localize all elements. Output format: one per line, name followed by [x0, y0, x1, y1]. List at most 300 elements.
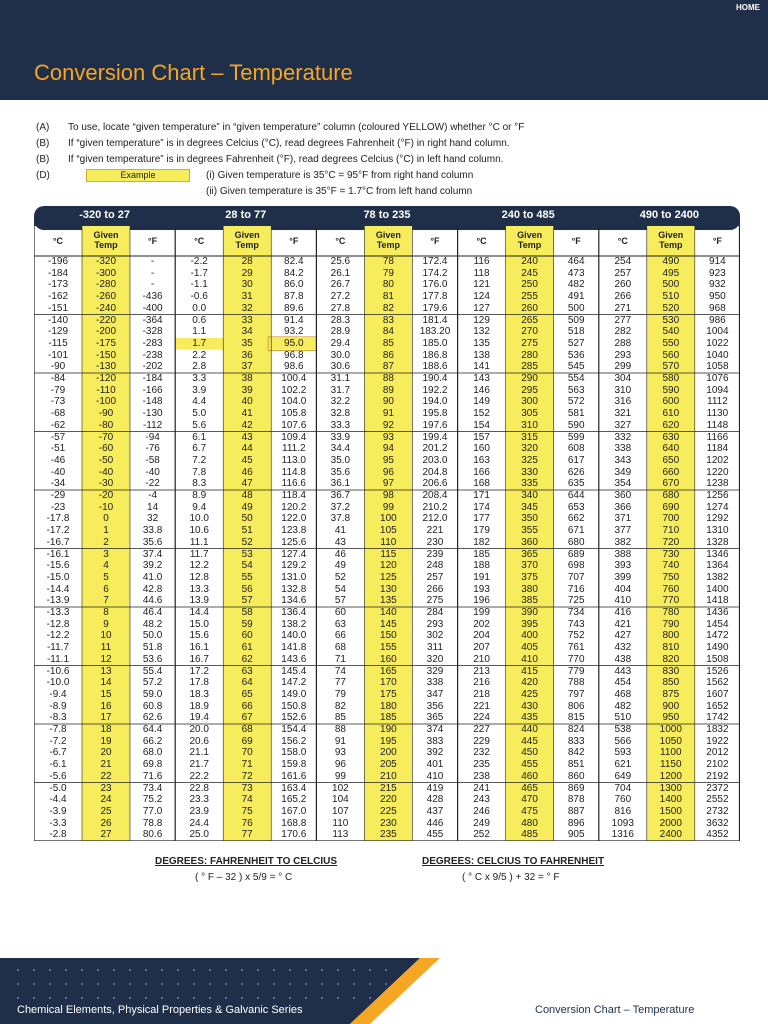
cell-celsius: -12.8 [46, 618, 70, 630]
decor-dot [273, 969, 275, 971]
cell-fahrenheit: 734 [567, 607, 585, 618]
cell-fahrenheit: 320 [426, 653, 444, 665]
cell-given-temp: 160 [380, 653, 397, 665]
cell-fahrenheit: 1148 [706, 419, 729, 431]
group-header: 240 to 485 [501, 209, 555, 221]
cell-given-temp: 390 [521, 607, 538, 618]
cell-celsius: 238 [473, 770, 490, 782]
cell-celsius: 179 [473, 525, 490, 537]
cell-celsius: 25.0 [189, 829, 209, 841]
cell-given-temp: 48 [241, 490, 253, 501]
cell-celsius: 157 [473, 431, 490, 443]
cell-fahrenheit: 136.4 [281, 607, 307, 618]
cell-given-temp: 43 [241, 431, 253, 443]
cell-celsius: 20.6 [189, 735, 209, 747]
cell-fahrenheit: 338 [426, 677, 444, 689]
cell-celsius: 35.6 [330, 466, 351, 478]
cell-given-temp: 58 [241, 607, 253, 618]
cell-celsius: -10.0 [46, 677, 70, 689]
cell-celsius: -16.7 [46, 536, 70, 548]
decor-dot [273, 983, 275, 985]
cell-given-temp: 3 [103, 548, 109, 560]
cell-fahrenheit: 1274 [706, 501, 729, 513]
cell-fahrenheit: - [150, 279, 155, 291]
cell-fahrenheit: 194.0 [422, 396, 448, 408]
page-title: Conversion Chart – Temperature [34, 60, 353, 85]
cell-celsius: 593 [614, 747, 632, 759]
cell-fahrenheit: 374 [426, 724, 444, 735]
cell-fahrenheit: 671 [567, 525, 585, 537]
cell-fahrenheit: 662 [567, 513, 585, 525]
cell-fahrenheit: 127.4 [281, 548, 307, 560]
cell-fahrenheit: 111.2 [282, 443, 306, 455]
decor-dot [177, 983, 179, 985]
cell-given-temp: -150 [95, 349, 116, 361]
cell-fahrenheit: 203.0 [422, 454, 448, 466]
cell-given-temp: 115 [380, 548, 397, 560]
c-to-f-formula: ( ° C x 9/5 ) + 32 = ° F [462, 872, 560, 883]
cell-given-temp: 235 [380, 829, 397, 841]
cell-given-temp: 430 [521, 700, 538, 712]
cell-celsius: 174 [473, 501, 490, 513]
cell-fahrenheit: 183.20 [419, 326, 451, 338]
cell-given-temp: 425 [521, 688, 538, 700]
cell-celsius: 26.1 [330, 267, 351, 279]
cell-given-temp: 250 [521, 279, 538, 291]
cell-given-temp: 520 [662, 302, 680, 314]
cell-fahrenheit: 653 [567, 501, 585, 513]
cell-celsius: 343 [614, 454, 632, 466]
cell-celsius: 96 [334, 759, 346, 771]
cell-celsius: -8.9 [49, 700, 67, 712]
cell-given-temp: 69 [241, 735, 253, 747]
cell-fahrenheit: 617 [567, 454, 585, 466]
cell-fahrenheit: 156.2 [281, 735, 307, 747]
cell-celsius: -5.0 [49, 782, 67, 794]
cell-fahrenheit: 356 [426, 700, 444, 712]
cell-celsius: 566 [614, 735, 632, 747]
cell-celsius: -23 [50, 501, 66, 513]
cell-celsius: 399 [614, 571, 632, 583]
cell-celsius: 37.8 [330, 513, 351, 525]
cell-fahrenheit: 509 [567, 314, 585, 326]
cell-fahrenheit: 107.6 [281, 419, 307, 431]
cell-fahrenheit: 158.0 [281, 747, 307, 759]
cell-celsius: 5.6 [192, 419, 207, 431]
cell-given-temp: -70 [98, 431, 114, 443]
decor-dot [145, 969, 147, 971]
cell-fahrenheit: 82.4 [284, 256, 304, 267]
cell-celsius: 16.1 [189, 642, 209, 654]
decor-dot [113, 983, 115, 985]
col-header-given: Given Temp [93, 230, 119, 250]
cell-fahrenheit: -166 [142, 384, 163, 396]
cell-celsius: 35.0 [330, 454, 351, 466]
cell-fahrenheit: 60.8 [142, 700, 163, 712]
cell-celsius: -140 [47, 314, 68, 326]
cell-celsius: 193 [473, 583, 490, 595]
cell-given-temp: 65 [241, 688, 253, 700]
decor-dot [241, 969, 243, 971]
cell-fahrenheit: 3632 [706, 817, 729, 829]
cell-celsius: 36.1 [330, 478, 351, 490]
cell-celsius: -5.6 [49, 770, 67, 782]
cell-celsius: 468 [614, 688, 632, 700]
cell-given-temp: 40 [241, 396, 253, 408]
cell-celsius: 216 [473, 677, 490, 689]
cell-given-temp: -50 [98, 454, 114, 466]
cell-fahrenheit: 14 [147, 501, 159, 513]
cell-given-temp: 730 [662, 548, 680, 560]
f-to-c-title: DEGREES: FAHRENHEIT TO CELCIUS [155, 856, 338, 867]
cell-fahrenheit: 2372 [706, 782, 729, 794]
cell-given-temp: 1150 [660, 759, 682, 771]
cell-fahrenheit: 365 [426, 712, 444, 724]
cell-given-temp: -300 [95, 267, 116, 279]
cell-celsius: -129 [47, 326, 68, 338]
decor-dot [257, 983, 259, 985]
cell-fahrenheit: 446 [426, 817, 444, 829]
cell-fahrenheit: 1607 [706, 688, 729, 700]
cell-celsius: 24.4 [189, 817, 209, 829]
cell-celsius: 74 [334, 665, 346, 677]
decor-dot [305, 969, 307, 971]
cell-celsius: 185 [473, 548, 490, 560]
cell-celsius: -1.1 [190, 279, 208, 291]
cell-fahrenheit: 77.0 [142, 805, 163, 817]
cell-fahrenheit: 116.6 [281, 478, 306, 490]
cell-given-temp: 30 [241, 279, 253, 291]
cell-fahrenheit: 437 [426, 805, 444, 817]
cell-fahrenheit: 114.8 [281, 466, 306, 478]
cell-fahrenheit: 1364 [706, 560, 729, 572]
cell-celsius: 204 [473, 630, 490, 642]
cell-fahrenheit: 118.4 [281, 490, 306, 501]
cell-fahrenheit: 188.6 [422, 361, 448, 373]
cell-fahrenheit: 177.8 [422, 291, 448, 303]
cell-celsius: -34 [50, 478, 66, 490]
cell-celsius: -184 [47, 267, 68, 279]
cell-celsius: 371 [614, 513, 632, 525]
cell-celsius: 366 [614, 501, 632, 513]
cell-given-temp: 27 [100, 829, 112, 841]
cell-given-temp: 76 [241, 817, 253, 829]
cell-fahrenheit: 179.6 [422, 302, 448, 314]
cell-fahrenheit: 869 [567, 782, 585, 794]
cell-celsius: 704 [614, 782, 632, 794]
cell-celsius: 113 [332, 829, 349, 841]
cell-fahrenheit: 491 [567, 291, 585, 303]
cell-celsius: 410 [614, 595, 632, 607]
decor-dot [257, 969, 259, 971]
cell-celsius: 816 [614, 805, 632, 817]
cell-given-temp: 380 [521, 583, 538, 595]
cell-given-temp: 8 [103, 607, 109, 618]
cell-celsius: -16.1 [46, 548, 70, 560]
col-header-celsius: °C [194, 236, 205, 246]
cell-fahrenheit: 626 [567, 466, 585, 478]
cell-fahrenheit: 1346 [706, 548, 729, 560]
decor-dot [81, 997, 83, 999]
cell-celsius: 32.8 [330, 408, 351, 420]
decor-dot [49, 997, 51, 999]
cell-fahrenheit: 1094 [706, 384, 729, 396]
cell-celsius: 104 [332, 794, 349, 806]
cell-fahrenheit: 599 [567, 431, 585, 443]
cell-celsius: -6.7 [49, 747, 67, 759]
cell-fahrenheit: 932 [709, 279, 726, 291]
cell-given-temp: 550 [662, 337, 680, 349]
cell-celsius: 454 [614, 677, 632, 689]
cell-celsius: 11.7 [189, 548, 209, 560]
cell-fahrenheit: 208.4 [422, 490, 448, 501]
cell-fahrenheit: -94 [145, 431, 160, 443]
cell-celsius: 7.2 [192, 454, 207, 466]
cell-given-temp: 850 [662, 677, 680, 689]
cell-fahrenheit: -76 [145, 443, 160, 455]
decor-dot [161, 969, 163, 971]
cell-fahrenheit: 64.4 [142, 724, 163, 735]
cell-given-temp: 175 [380, 688, 397, 700]
decor-dot [145, 997, 147, 999]
cell-fahrenheit: 159.8 [281, 759, 307, 771]
cell-given-temp: 245 [521, 267, 538, 279]
cell-fahrenheit: 41.0 [142, 571, 163, 583]
cell-fahrenheit: -184 [142, 373, 163, 384]
cell-given-temp: 79 [382, 267, 394, 279]
cell-given-temp: 440 [521, 724, 538, 735]
cell-given-temp: 800 [662, 630, 680, 642]
instruction-text: If “given temperature” is in degrees Celcius (°C), read degrees Fahrenheit (°F) in right hand column. [68, 138, 510, 149]
cell-given-temp: 875 [662, 688, 680, 700]
cell-celsius: 168 [473, 478, 490, 490]
cell-fahrenheit: 1130 [706, 408, 729, 420]
cell-celsius: 354 [614, 478, 632, 490]
cell-celsius: 310 [614, 384, 632, 396]
col-header-fahrenheit: °F [148, 236, 158, 246]
cell-celsius: 760 [614, 794, 632, 806]
decor-dot [129, 983, 131, 985]
cell-fahrenheit: - [150, 267, 155, 279]
cell-fahrenheit: 33.8 [142, 525, 163, 537]
decor-dot [65, 997, 67, 999]
cell-celsius: -29 [50, 490, 66, 501]
cell-fahrenheit: -4 [148, 490, 158, 501]
cell-given-temp: 690 [662, 501, 680, 513]
cell-given-temp: -220 [95, 314, 116, 326]
cell-celsius: -73 [50, 396, 66, 408]
decor-dot [241, 997, 243, 999]
cell-given-temp: 75 [241, 805, 253, 817]
cell-celsius: 33.3 [330, 419, 351, 431]
decor-dot [257, 997, 259, 999]
cell-given-temp: 375 [521, 571, 538, 583]
cell-given-temp: 9 [103, 618, 109, 630]
cell-celsius: 12.2 [189, 560, 209, 572]
cell-fahrenheit: 154.4 [281, 724, 307, 735]
cell-given-temp: 92 [382, 419, 394, 431]
cell-celsius: 510 [614, 712, 632, 724]
cell-given-temp: 215 [380, 782, 397, 794]
cell-given-temp: 94 [382, 443, 394, 455]
cell-celsius: 21.7 [189, 759, 209, 771]
cell-celsius: 8.9 [192, 490, 207, 501]
cell-fahrenheit: 125.6 [281, 536, 307, 548]
cell-fahrenheit: -364 [142, 314, 163, 326]
cell-celsius: 23.9 [189, 805, 209, 817]
cell-given-temp: 97 [382, 478, 394, 490]
cell-celsius: 427 [614, 630, 632, 642]
cell-fahrenheit: 293 [426, 618, 444, 630]
cell-celsius: 0.6 [192, 314, 207, 326]
col-header-celsius: °C [617, 236, 628, 246]
cell-fahrenheit: 122.0 [281, 513, 307, 525]
cell-fahrenheit: 392 [426, 747, 444, 759]
cell-celsius: 143 [473, 373, 490, 384]
cell-fahrenheit: 73.4 [142, 782, 163, 794]
cell-celsius: 224 [473, 712, 490, 724]
cell-given-temp: 290 [521, 373, 538, 384]
cell-given-temp: 1200 [659, 770, 682, 782]
cell-fahrenheit: 2732 [706, 805, 729, 817]
cell-given-temp: 105 [380, 525, 397, 537]
cell-fahrenheit: 46.4 [142, 607, 163, 618]
cell-celsius: 18.3 [189, 688, 209, 700]
cell-fahrenheit: 860 [567, 770, 585, 782]
cell-given-temp: 450 [521, 747, 538, 759]
cell-fahrenheit: 104.0 [281, 396, 307, 408]
example-badge: Example [86, 169, 190, 182]
cell-celsius: -13.9 [46, 595, 70, 607]
cell-celsius: -14.4 [46, 583, 70, 595]
cell-celsius: 8.3 [192, 478, 207, 490]
cell-fahrenheit: -22 [145, 478, 160, 490]
cell-celsius: 77 [334, 677, 346, 689]
col-header-given: Given Temp [658, 230, 684, 250]
cell-given-temp: 41 [241, 408, 253, 420]
cell-given-temp: 350 [521, 513, 538, 525]
cell-celsius: 207 [473, 642, 490, 654]
cell-given-temp: 78 [382, 256, 394, 267]
cell-fahrenheit: 2552 [706, 794, 729, 806]
cell-given-temp: 620 [662, 419, 680, 431]
col-header-fahrenheit: °F [571, 236, 581, 246]
cell-given-temp: 670 [662, 478, 680, 490]
example-line-1: (i) Given temperature is 35°C = 95°F from right hand column [206, 170, 474, 181]
cell-fahrenheit: 199.4 [422, 431, 448, 443]
cell-celsius: 71 [334, 653, 346, 665]
home-link[interactable]: HOME [736, 3, 760, 12]
decor-dot [193, 969, 195, 971]
cell-celsius: 321 [614, 408, 632, 420]
cell-fahrenheit: 131.0 [281, 571, 307, 583]
cell-given-temp: 66 [241, 700, 253, 712]
footer-right-caption: Conversion Chart – Temperature [535, 1004, 695, 1016]
decor-dot [289, 983, 291, 985]
cell-celsius: 17.8 [189, 677, 209, 689]
decor-dot [289, 997, 291, 999]
cell-given-temp: 320 [521, 443, 538, 455]
cell-given-temp: 455 [521, 759, 538, 771]
cell-celsius: 121 [473, 279, 490, 291]
cell-celsius: -6.1 [49, 759, 67, 771]
cell-given-temp: 570 [662, 361, 680, 373]
cell-fahrenheit: 311 [427, 642, 443, 654]
cell-celsius: -90 [50, 361, 66, 373]
cell-celsius: -84 [50, 373, 66, 384]
cell-fahrenheit: 1472 [706, 630, 729, 642]
cell-fahrenheit: 590 [567, 419, 585, 431]
cell-fahrenheit: 788 [567, 677, 585, 689]
cell-celsius: 63 [334, 618, 346, 630]
cell-fahrenheit: 518 [567, 326, 585, 338]
cell-fahrenheit: -112 [142, 419, 163, 431]
cell-fahrenheit: 554 [567, 373, 585, 384]
cell-celsius: -10.6 [46, 665, 70, 677]
cell-fahrenheit: 410 [426, 770, 444, 782]
cell-fahrenheit: 163.4 [281, 782, 307, 794]
cell-celsius: 37.2 [330, 501, 351, 513]
cell-given-temp: 420 [521, 677, 538, 689]
cell-fahrenheit: 98.6 [284, 361, 304, 373]
cell-given-temp: 700 [662, 513, 680, 525]
cell-celsius: 30.0 [330, 349, 351, 361]
cell-celsius: 27.2 [330, 291, 351, 303]
cell-celsius: 138 [473, 349, 490, 361]
cell-fahrenheit: 53.6 [142, 653, 163, 665]
cell-given-temp: 74 [241, 794, 253, 806]
cell-fahrenheit: -148 [142, 396, 163, 408]
cell-fahrenheit: 896 [567, 817, 585, 829]
cell-fahrenheit: 500 [567, 302, 585, 314]
cell-fahrenheit: 950 [709, 291, 726, 303]
cell-celsius: -13.3 [46, 607, 70, 618]
cell-given-temp: 19 [100, 735, 112, 747]
decor-dot [65, 983, 67, 985]
cell-fahrenheit: 482 [567, 279, 585, 291]
decor-dot [81, 983, 83, 985]
cell-celsius: -8.3 [49, 712, 67, 724]
cell-celsius: -0.6 [190, 291, 208, 303]
cell-fahrenheit: 797 [567, 688, 585, 700]
cell-given-temp: 38 [241, 373, 253, 384]
cell-fahrenheit: 707 [567, 571, 585, 583]
cell-fahrenheit: 275 [426, 595, 444, 607]
group-header: 28 to 77 [225, 209, 267, 221]
decor-dot [113, 997, 115, 999]
cell-fahrenheit: 428 [426, 794, 444, 806]
cell-celsius: -2.8 [49, 829, 67, 841]
cell-celsius: -62 [50, 419, 66, 431]
cell-fahrenheit: -58 [145, 454, 160, 466]
cell-celsius: 154 [473, 419, 490, 431]
cell-given-temp: 1300 [659, 782, 682, 794]
cell-given-temp: 64 [241, 677, 253, 689]
cell-given-temp: 190 [380, 724, 397, 735]
cell-given-temp: 29 [241, 267, 253, 279]
decor-dot [209, 983, 211, 985]
cell-given-temp: -10 [98, 501, 114, 513]
instruction-text: If “given temperature” is in degrees Fahrenheit (°F), read degrees Celcius (°C) in left hand column. [68, 154, 504, 165]
cell-given-temp: 760 [662, 583, 680, 595]
cell-celsius: -101 [47, 349, 68, 361]
instruction-text: To use, locate “given temperature” in “given temperature” column (coloured YELLOW) whether °C or °F [68, 122, 525, 133]
cell-fahrenheit: 138.2 [281, 618, 307, 630]
cell-celsius: 416 [614, 607, 632, 618]
cell-celsius: 4.4 [192, 396, 207, 408]
cell-fahrenheit: 143.6 [281, 653, 307, 665]
cell-given-temp: 100 [380, 513, 397, 525]
